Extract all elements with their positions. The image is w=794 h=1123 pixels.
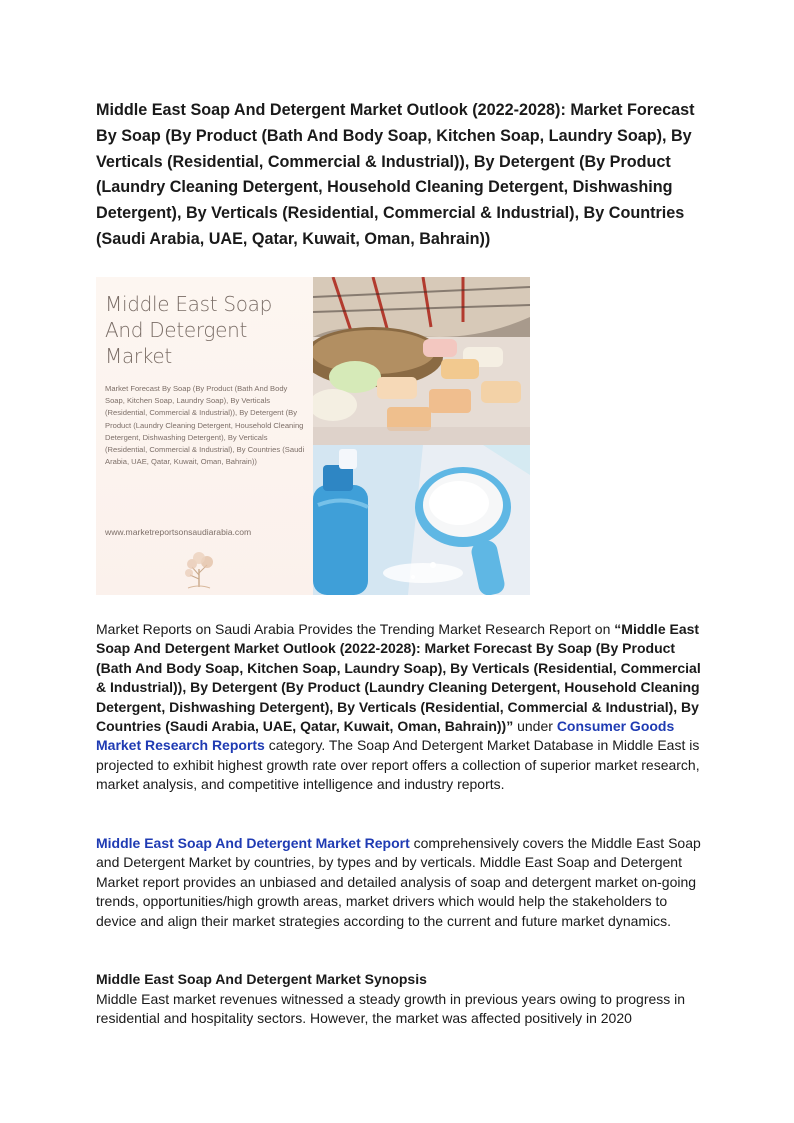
category-link[interactable]: Consumer Goods Market Research Reports	[96, 718, 675, 754]
report-cover-image	[96, 277, 530, 595]
tree-logo-icon	[180, 547, 218, 591]
under-text: under	[513, 718, 557, 735]
cover-text-panel	[96, 277, 313, 595]
report-link[interactable]: Middle East Soap And Detergent Market Report	[96, 835, 410, 851]
cover-heading: Middle East Soap And Detergent Market	[105, 292, 273, 368]
intro-text: Market Reports on Saudi Arabia Provides the Trending Market Research Report on	[96, 621, 615, 637]
detergent-photo	[313, 445, 530, 595]
coverage-text: comprehensively covers the Middle East Soap and Detergent Market by countries, by types and by verticals. Middle East Soap and Detergent Market report provides an unbiased and detailed analysis of soap and detergent market on-going trends, opportunities/high growth areas, market drivers which would help the stakeholders to device and align their market strategies according to the current and future market dynamics.	[96, 835, 701, 929]
closing-quote: ”	[506, 718, 514, 735]
coverage-paragraph	[96, 834, 701, 931]
cover-subtitle: Market Forecast By Soap (By Product (Bath And Body Soap, Kitchen Soap, Laundry Soap), By Verticals (Residential, Commercial & Industrial)), By Detergent (By Product (Laundry Cleaning Detergent, Household Cleaning Detergent, Dishwashing Detergent), By Verticals (Residential, Commercial & Industrial), By Countries (Saudi Arabia, UAE, Qatar, Kuwait, Oman, Bahrain))	[105, 384, 305, 467]
intro-report-title: “Middle East Soap And Detergent Market Outlook (2022-2028): Market Forecast By Soap (By Product (Bath And Body Soap, Kitchen Soap, Laundry Soap), By Verticals (Residential, Commercial & Industrial)), By Detergent (By Product (Laundry Cleaning Detergent, Household Cleaning Detergent, Dishwashing Detergent), By Verticals (Residential, Commercial & Industrial), By Countries (Saudi Arabia, UAE, Qatar, Kuwait, Oman, Bahrain))	[96, 621, 701, 735]
cover-url: www.marketreportsonsaudiarabia.com	[105, 527, 252, 537]
intro-rest-text: category. The Soap And Detergent Market Database in Middle East is projected to exhibit highest growth rate over report offers a collection of superior market research, market analysis, and competitive intelligence and industry reports.	[96, 737, 700, 793]
synopsis-heading: Middle East Soap And Detergent Market Synopsis	[96, 971, 427, 987]
document-title: Middle East Soap And Detergent Market Outlook (2022-2028): Market Forecast By Soap (By Product (Bath And Body Soap, Kitchen Soap, Laundry Soap), By Verticals (Residential, Commercial & Industrial)), By Detergent (By Product (Laundry Cleaning Detergent, Household Cleaning Detergent, Dishwashing Detergent), By Verticals (Residential, Commercial & Industrial), By Countries (Saudi Arabia, UAE, Qatar, Kuwait, Oman, Bahrain))	[96, 101, 695, 248]
synopsis-paragraph: Middle East market revenues witnessed a steady growth in previous years owing to progress in residential and hospitality sectors. However, the market was affected positively in 2020	[96, 991, 686, 1027]
intro-paragraph	[96, 620, 701, 795]
soap-bars-photo	[313, 277, 530, 445]
